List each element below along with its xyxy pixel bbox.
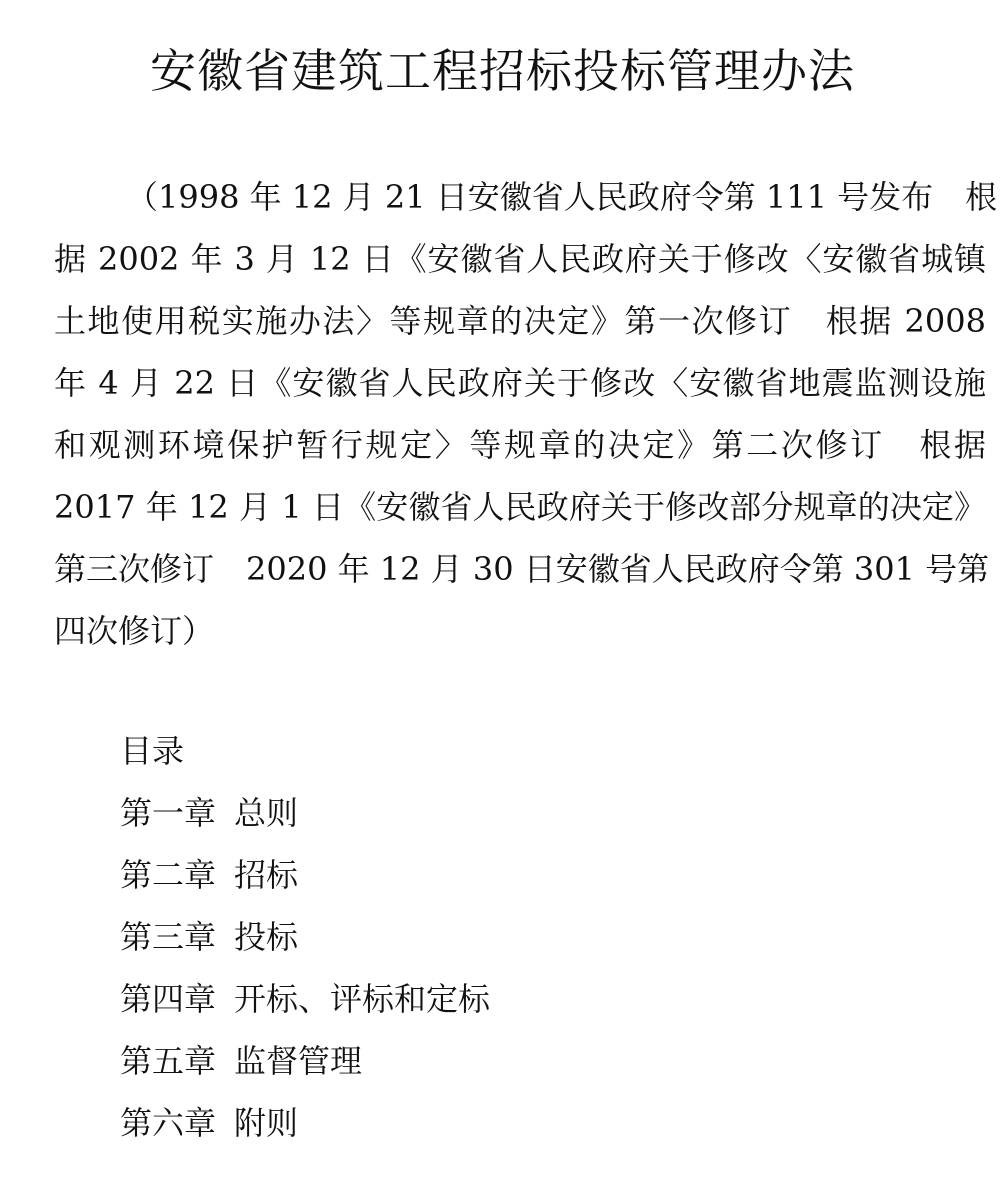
toc-item [120, 1030, 490, 1092]
document-title: 安徽省建筑工程招标投标管理办法 [150, 44, 855, 98]
toc-item [120, 906, 490, 968]
toc-chapter-number: 第三章 [120, 918, 217, 956]
toc-chapter-number: 第四章 [120, 980, 217, 1018]
toc-chapter-number: 第六章 [120, 1104, 217, 1142]
toc-chapter-title: 附则 [234, 1104, 299, 1142]
preface-line: 四次修订） [54, 612, 215, 650]
toc-item [120, 968, 490, 1030]
toc-chapter-title: 开标、评标和定标 [234, 980, 491, 1018]
toc-heading: 目录 [120, 732, 185, 770]
toc-chapter-title: 监督管理 [234, 1042, 363, 1080]
preface-line: 2017 年 12 月 1 日《安徽省人民政府关于修改部分规章的决定》 [54, 488, 986, 526]
toc-item [120, 782, 490, 844]
preface-line: 第三次修订 2020 年 12 月 30 日安徽省人民政府令第 301 号第 [54, 550, 990, 588]
toc-item [120, 844, 490, 906]
preface-line: 土地使用税实施办法〉等规章的决定》第一次修订 根据 2008 [54, 302, 986, 340]
toc-chapter-title: 招标 [234, 856, 299, 894]
toc-chapter-title: 总则 [234, 794, 299, 832]
table-of-contents [120, 720, 490, 1154]
toc-item [120, 1092, 490, 1154]
toc-chapter-number: 第一章 [120, 794, 217, 832]
toc-chapter-number: 第二章 [120, 856, 217, 894]
toc-chapter-title: 投标 [234, 918, 299, 956]
toc-chapter-number: 第五章 [120, 1042, 217, 1080]
preface-line: （1998 年 12 月 21 日安徽省人民政府令第 111 号发布 根 [126, 178, 998, 216]
preface-line: 年 4 月 22 日《安徽省人民政府关于修改〈安徽省地震监测设施 [54, 364, 986, 402]
preface-paragraph [54, 166, 998, 662]
preface-line: 据 2002 年 3 月 12 日《安徽省人民政府关于修改〈安徽省城镇 [54, 240, 986, 278]
preface-line: 和观测环境保护暂行规定〉等规章的决定》第二次修订 根据 [54, 426, 986, 464]
